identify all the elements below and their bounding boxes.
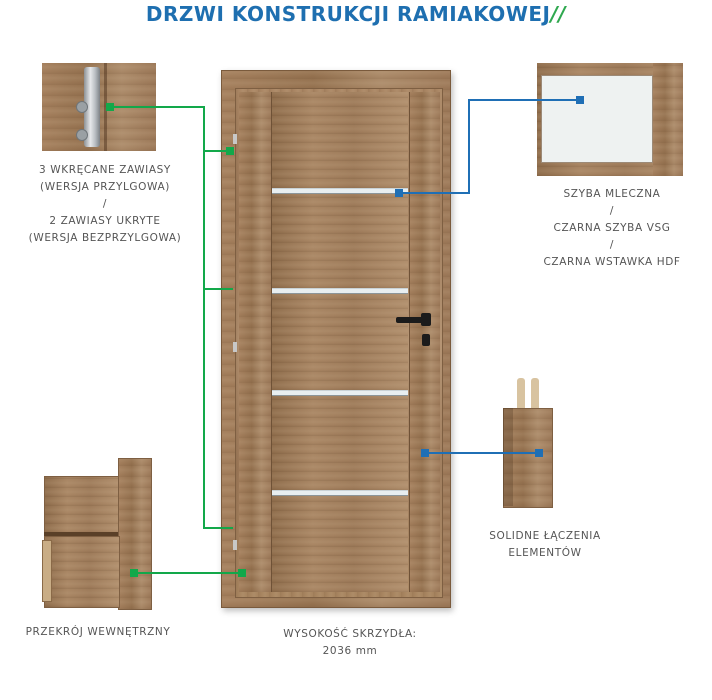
title-mark: // <box>550 2 567 26</box>
joint-callout-dot-end <box>535 449 543 457</box>
door-stile-left <box>239 92 272 592</box>
glass-label-line5: CZARNA WSTAWKA HDF <box>543 256 681 268</box>
hinge-callout-dot-start <box>106 103 114 111</box>
joints-label-line2: ELEMENTÓW <box>508 547 582 559</box>
title-text: DRZWI KONSTRUKCJI RAMIAKOWEJ <box>145 2 551 26</box>
section-callout-dot-end <box>238 569 246 577</box>
dowel-left-icon <box>517 378 525 412</box>
hinges-label <box>10 162 200 247</box>
glass-callout-dot-start <box>395 189 403 197</box>
section-label <box>8 624 188 641</box>
joints-label <box>455 528 635 562</box>
glass-label-line1: SZYBA MLECZNA <box>563 188 661 200</box>
hinge-callout-dot-top <box>226 147 234 155</box>
glass-callout-line-h2 <box>468 99 580 101</box>
door-lock-escutcheon <box>422 334 430 346</box>
glass-strip-1 <box>272 188 408 194</box>
glass-strip-2 <box>272 288 408 294</box>
hinges-label-line5: (WERSJA BEZPRZYLGOWA) <box>28 232 182 244</box>
section-insert <box>42 540 52 602</box>
height-label-line1: WYSOKOŚĆ SKRZYDŁA: <box>283 628 417 640</box>
glass-strip-4 <box>272 490 408 496</box>
dowel-right-icon <box>531 378 539 412</box>
glass-label <box>518 186 706 271</box>
page-title <box>0 2 712 26</box>
joint-detail-image <box>495 378 557 508</box>
height-label <box>250 626 450 660</box>
hinge-mark-top <box>233 134 237 144</box>
joint-block-side <box>503 408 513 506</box>
joints-label-line1: SOLIDNE ŁĄCZENIA <box>489 530 601 542</box>
hinge-screw-bottom-icon <box>76 129 88 141</box>
door-panel-4 <box>272 394 408 490</box>
glass-label-line3: CZARNA SZYBA VSG <box>553 222 671 234</box>
door-panel-5 <box>272 494 408 592</box>
section-stile <box>118 458 152 610</box>
joint-callout-line <box>426 452 540 454</box>
section-groove <box>44 532 118 536</box>
hinge-mark-mid <box>233 342 237 352</box>
hinges-label-line2: (WERSJA PRZYLGOWA) <box>40 181 170 193</box>
joint-callout-dot-start <box>421 449 429 457</box>
section-top-slab <box>44 476 120 534</box>
door-panel-1 <box>272 92 408 188</box>
hinge-callout-line-v <box>203 106 205 528</box>
height-label-line2: 2036 mm <box>322 645 378 657</box>
hinge-screw-top-icon <box>76 101 88 113</box>
milk-glass-swatch <box>541 75 653 163</box>
hinge-callout-branch-bottom <box>203 527 233 529</box>
section-label-line1: PRZEKRÓJ WEWNĘTRZNY <box>25 626 171 638</box>
glass-callout-line-h1 <box>400 192 470 194</box>
section-callout-line <box>136 572 244 574</box>
glass-strip-3 <box>272 390 408 396</box>
door-panel-3 <box>272 292 408 390</box>
section-detail-image <box>40 458 156 608</box>
hinges-label-line1: 3 WKRĘCANE ZAWIASY <box>39 164 171 176</box>
hinge-callout-branch-mid <box>203 288 233 290</box>
door <box>221 70 451 610</box>
hinges-label-line3: / <box>102 198 108 210</box>
door-panel-2 <box>272 192 408 288</box>
section-bottom-slab <box>44 536 120 608</box>
hinge-callout-line-h <box>110 106 205 108</box>
glass-label-line4: / <box>609 239 615 251</box>
glass-callout-dot-end <box>576 96 584 104</box>
glass-callout-line-v <box>468 99 470 194</box>
section-callout-dot-start <box>130 569 138 577</box>
hinge-mark-bottom <box>233 540 237 550</box>
hinges-label-line4: 2 ZAWIASY UKRYTE <box>49 215 161 227</box>
glass-detail-stile <box>653 63 683 176</box>
glass-label-line2: / <box>609 205 615 217</box>
door-handle-rose <box>421 313 431 326</box>
glass-detail-image <box>537 63 683 176</box>
